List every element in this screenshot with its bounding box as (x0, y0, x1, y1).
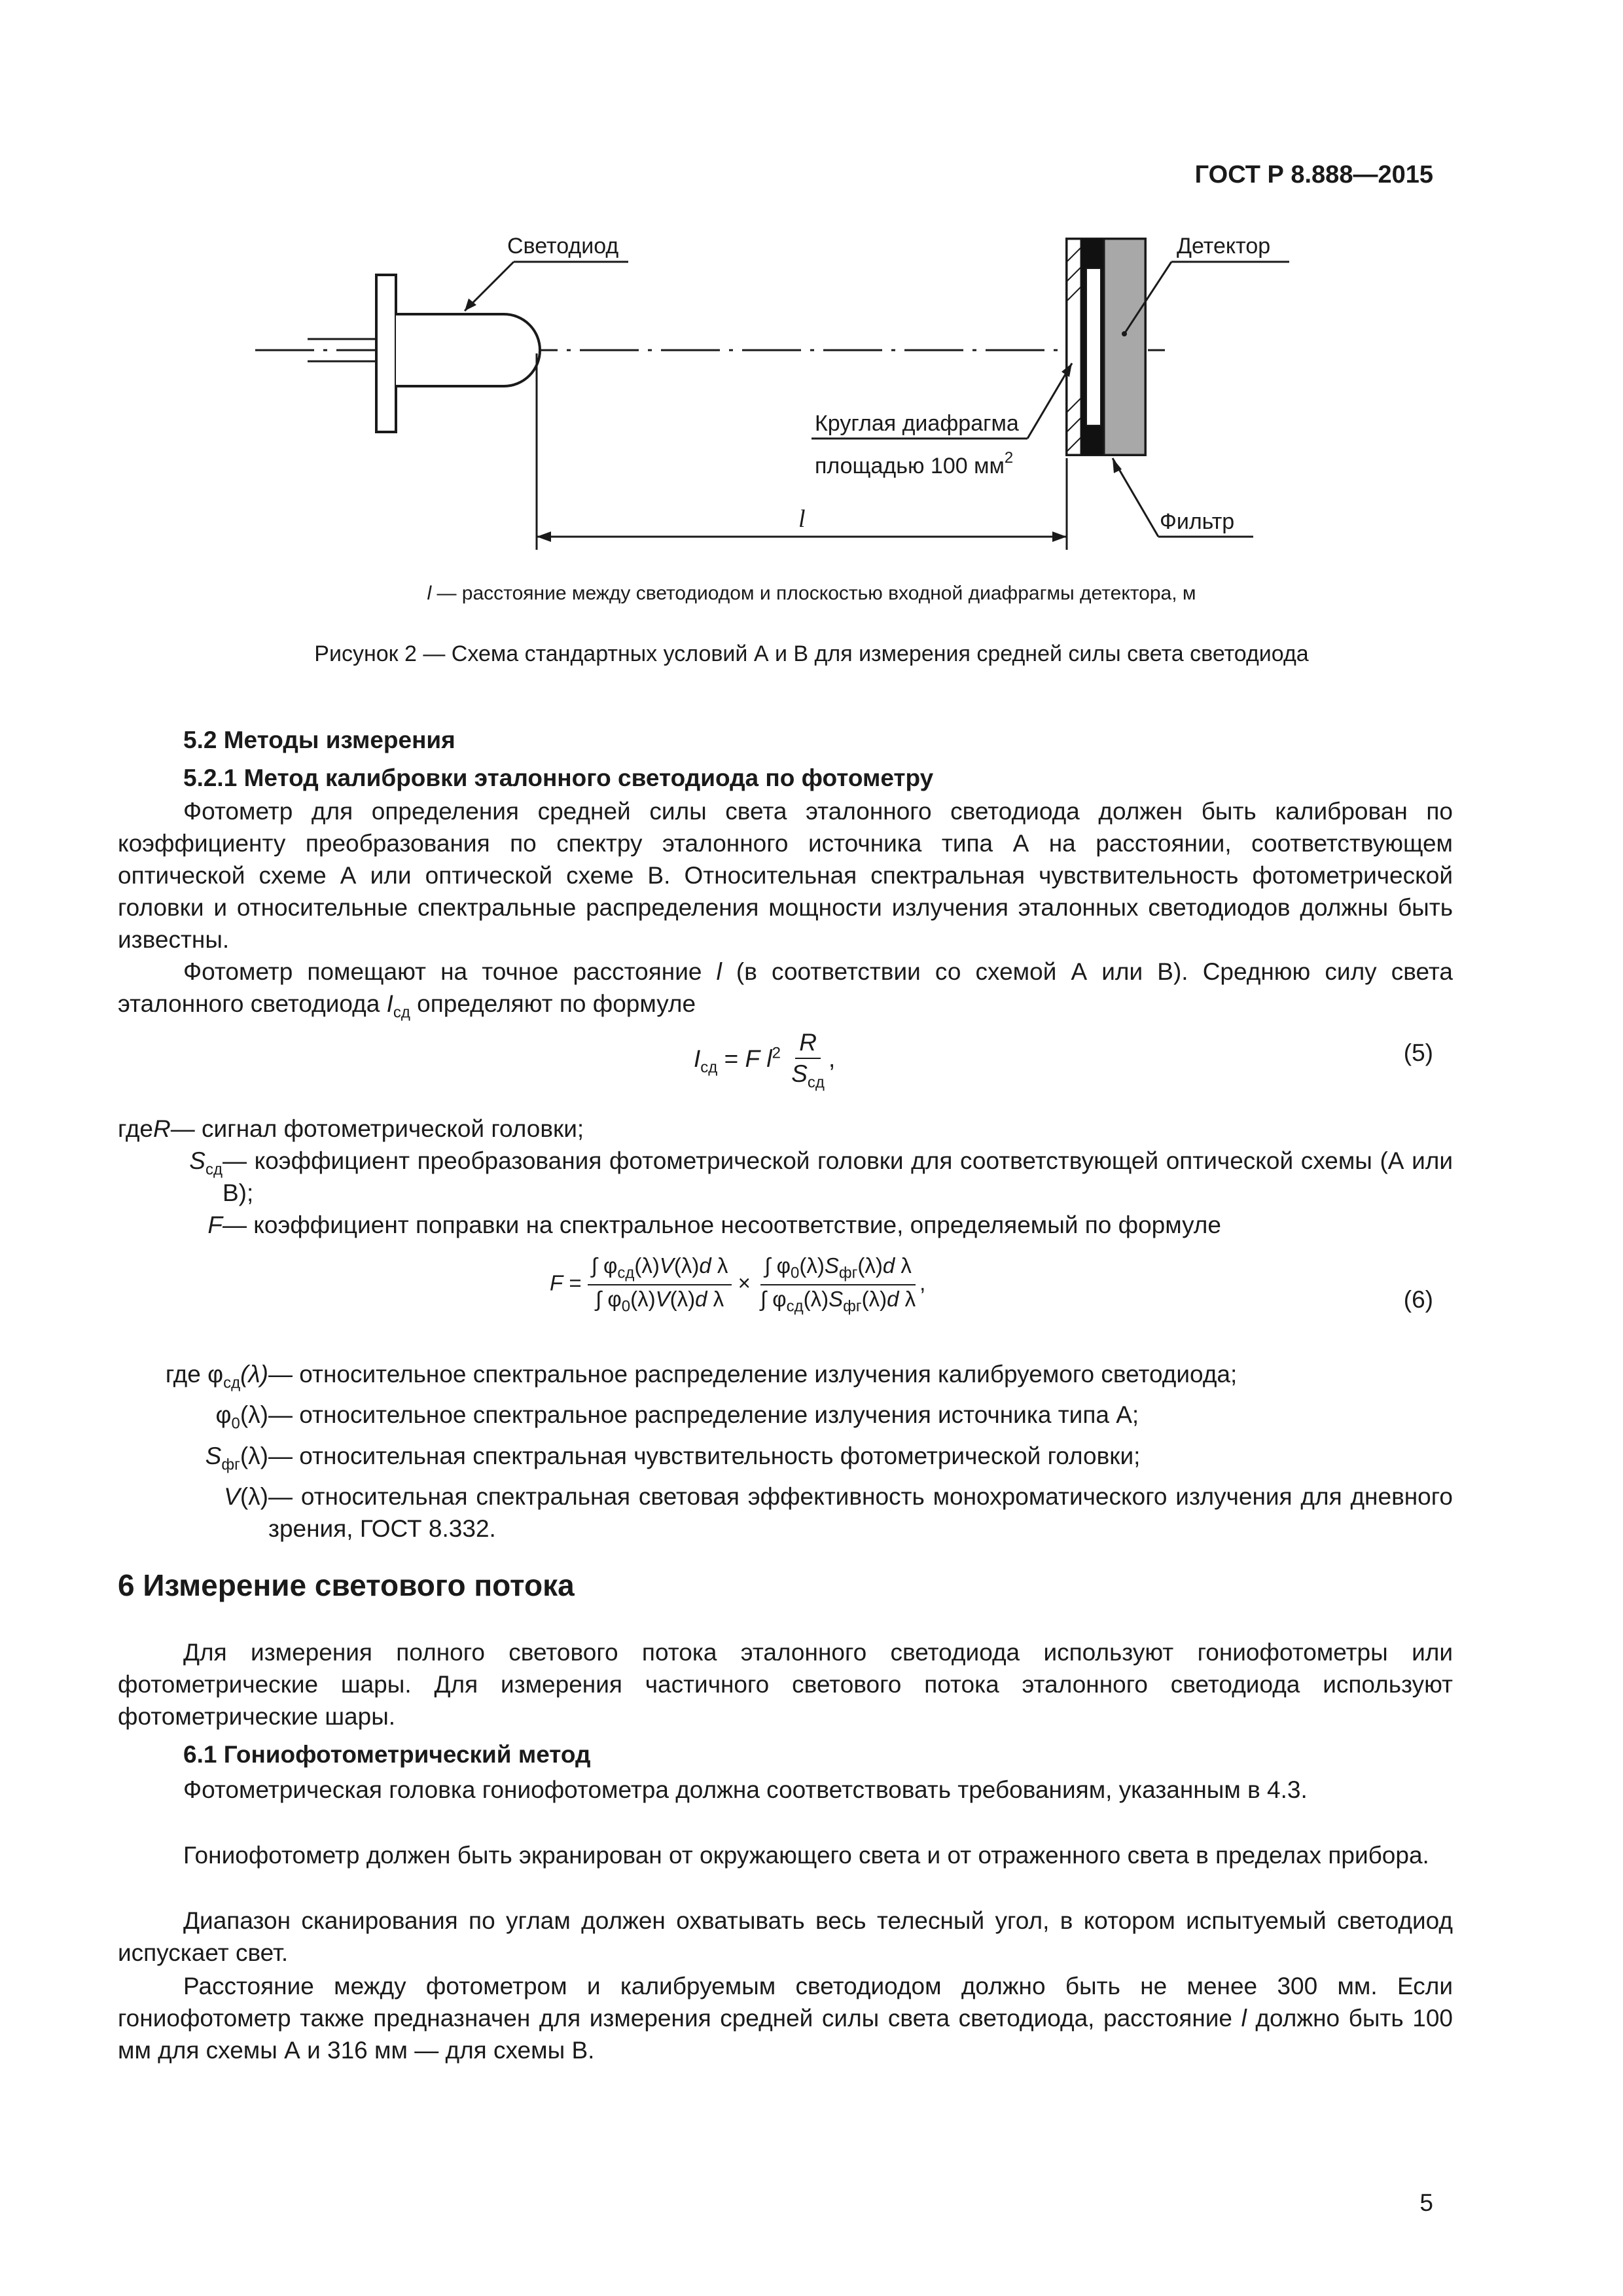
section-5-2-heading: 5.2 Методы измерения (183, 726, 455, 753)
paragraph-distance-requirement: Расстояние между фотометром и калибруемым светодиодом должно быть не менее 300 мм. Если гониофотометр также предназначен для измерения средней силы света светодиода, расстояние l должно быть 100 мм для схемы А и 316 мм — для схемы В. (118, 1973, 1453, 2064)
equation-6: F = $\frac{\int \varphi_{сд}(\lambda)V(\lambda)d \lambda}{\int \varphi_0(\lambda)V(\lambda)d \lambda}$ × $\frac{\int \varphi_0(\lambda)S_{фг}(\lambda)d \lambda}{\int \varphi_{сд}(\lambda)S_{фг}(\lambda)d \lambda}$ , (550, 1253, 926, 1316)
aperture-label-line1: Круглая диафрагма (815, 411, 1019, 436)
page-number: 5 (1419, 2189, 1433, 2216)
detector-element (1104, 239, 1145, 455)
aperture-plate (1067, 239, 1081, 455)
standard-id: ГОСТ Р 8.888—2015 (1194, 161, 1433, 188)
paragraph-shielding: Гониофотометр должен быть экранирован от окружающего света и от отраженного света в пределах прибора. (183, 1842, 1429, 1869)
paragraph-photometric-head: Фотометрическая головка гониофотометра должна соответствовать требованиям, указанным в 4.3. (183, 1776, 1308, 1803)
filter-label: Фильтр (1160, 509, 1235, 534)
section-6-1-heading: 6.1 Гониофотометрический метод (183, 1741, 591, 1768)
equation-5: $I_{сд} = F$ $l^2$ $\frac{R}{S_{сд}}$ , (694, 1029, 836, 1092)
paragraph-distance: Фотометр помещают на точное расстояние l (в соответствии со схемой А или В). Среднюю силу света эталонного светодиода $I_{сд}$ определяют по формуле (118, 958, 1453, 1022)
equation-5-number: (5) (1403, 1039, 1433, 1066)
equation-6-number: (6) (1403, 1286, 1433, 1313)
filter-window (1086, 268, 1101, 425)
figure-note: l — расстояние между светодиодом и плоскостью входной диафрагмы детектора, м (427, 583, 1196, 604)
paragraph-scan-range: Диапазон сканирования по углам должен охватывать весь телесный угол, в котором испытуемый светодиод испускает свет. (118, 1907, 1453, 1966)
aperture-label-line2: площадью 100 $мм^2$ (815, 449, 1014, 478)
definitions-eq6: где $\varphi_{сд}(\lambda)$ — относительное спектральное распределение излучения калибруемого светодиода; $\varphi_0(\lambda)$ — относительное спектральное распределение излучения источника типа А; $S_{фг}(\lambda)$ — относительная спектральная чувствительность фотометрической головки; V(λ) — относительная спектральная световая эффективность монохроматического излучения для дневного зрения, ГОСТ 8.332. (165, 1361, 1453, 1543)
led-flange (376, 275, 396, 432)
definitions-eq5: где R — сигнал фотометрической головки; $S_{сд}$ — коэффициент преобразования фотометрической головки для соответствующей оптической схемы (А или В); F — коэффициент поправки на спектральное несоответствие, определяемый по формуле (118, 1115, 1453, 1238)
section-6-heading: 6 Измерение светового потока (118, 1568, 575, 1602)
paragraph-calibration: Фотометр для определения средней силы света эталонного светодиода должен быть калиброван по коэффициенту преобразования по спектру эталонного источника типа А на расстоянии, соответствующем оптической схеме А или оптической схеме В. Относительная спектральная чувствительность фотометрической головки и относительные спектральные распределения мощности излучения эталонных светодиодов должны быть известны. (118, 798, 1453, 953)
paragraph-flux-methods: Для измерения полного светового потока эталонного светодиода используют гониофотометры или фотометрические шары. Для измерения частичного светового потока эталонного светодиода используют фотометрические шары. (118, 1639, 1453, 1730)
section-5-2-1-heading: 5.2.1 Метод калибровки эталонного светодиода по фотометру (183, 764, 934, 791)
led-body (396, 314, 540, 386)
detector-label: Детектор (1177, 234, 1271, 259)
measurement-scheme-figure (249, 223, 1374, 563)
distance-label: l (798, 505, 806, 533)
led-label: Светодиод (507, 234, 619, 259)
figure-caption: Рисунок 2 — Схема стандартных условий А и В для измерения средней силы света светодиода (314, 641, 1309, 666)
